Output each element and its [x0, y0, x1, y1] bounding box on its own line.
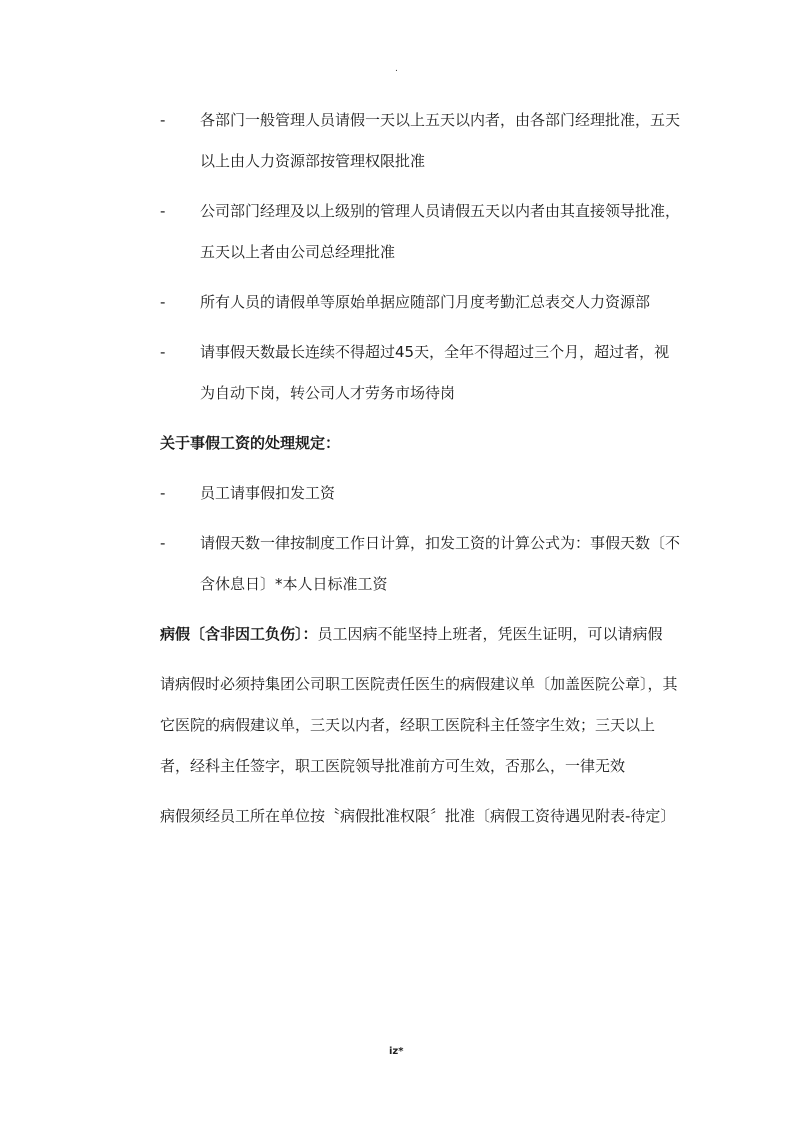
bullet-dash: - — [160, 293, 166, 311]
section-heading: 关于事假工资的处理规定： — [160, 434, 341, 452]
list-item — [160, 282, 680, 323]
body-paragraph: 病假须经员工所在单位按〝病假批准权限〞批准〔病假工资待遇见附表-待定〕 — [160, 807, 676, 825]
list-item-text: 公司部门经理及以上级别的管理人员请假五天以内者由其直接领导批准，五天以上者由公司总经理批准 — [200, 202, 681, 261]
list-item — [160, 332, 680, 414]
footer-mark: iz* — [389, 1046, 404, 1057]
bullet-dash: - — [160, 484, 166, 502]
list-item — [160, 100, 680, 182]
bullet-dash: - — [160, 534, 166, 552]
sick-leave-paragraph — [160, 614, 680, 655]
list-item-text: 员工请事假扣发工资 — [200, 484, 336, 502]
bullet-dash: - — [160, 202, 166, 220]
list-item-text: 请事假天数最长连续不得超过45天，全年不得超过三个月，超过者，视为自动下岗，转公司人才劳务市场待岗 — [200, 343, 670, 402]
list-item-text: 所有人员的请假单等原始单据应随部门月度考勤汇总表交人力资源部 — [200, 293, 651, 311]
body-paragraph: 请病假时必须持集团公司职工医院责任医生的病假建议单〔加盖医院公章〕，其它医院的病假建议单，三天以内者，经职工医院科主任签字生效；三天以上者，经科主任签字，职工医院领导批准前方可生效，否那么，一律无效 — [160, 675, 678, 775]
sick-leave-title: 病假〔含非因工负伤〕： — [160, 625, 318, 643]
list-item-text: 请假天数一律按制度工作日计算，扣发工资的计算公式为：事假天数〔不含休息日〕*本人日标准工资 — [200, 534, 681, 593]
bullet-dash: - — [160, 343, 166, 361]
header-mark: . — [395, 64, 398, 74]
list-item — [160, 191, 680, 273]
document-body — [160, 100, 680, 846]
bullet-dash: - — [160, 111, 166, 129]
list-item — [160, 473, 680, 514]
list-item — [160, 523, 680, 605]
sick-leave-text: 员工因病不能坚持上班者，凭医生证明，可以请病假 — [317, 625, 663, 643]
list-item-text: 各部门一般管理人员请假一天以上五天以内者，由各部门经理批准，五天以上由人力资源部按管理权限批准 — [200, 111, 681, 170]
